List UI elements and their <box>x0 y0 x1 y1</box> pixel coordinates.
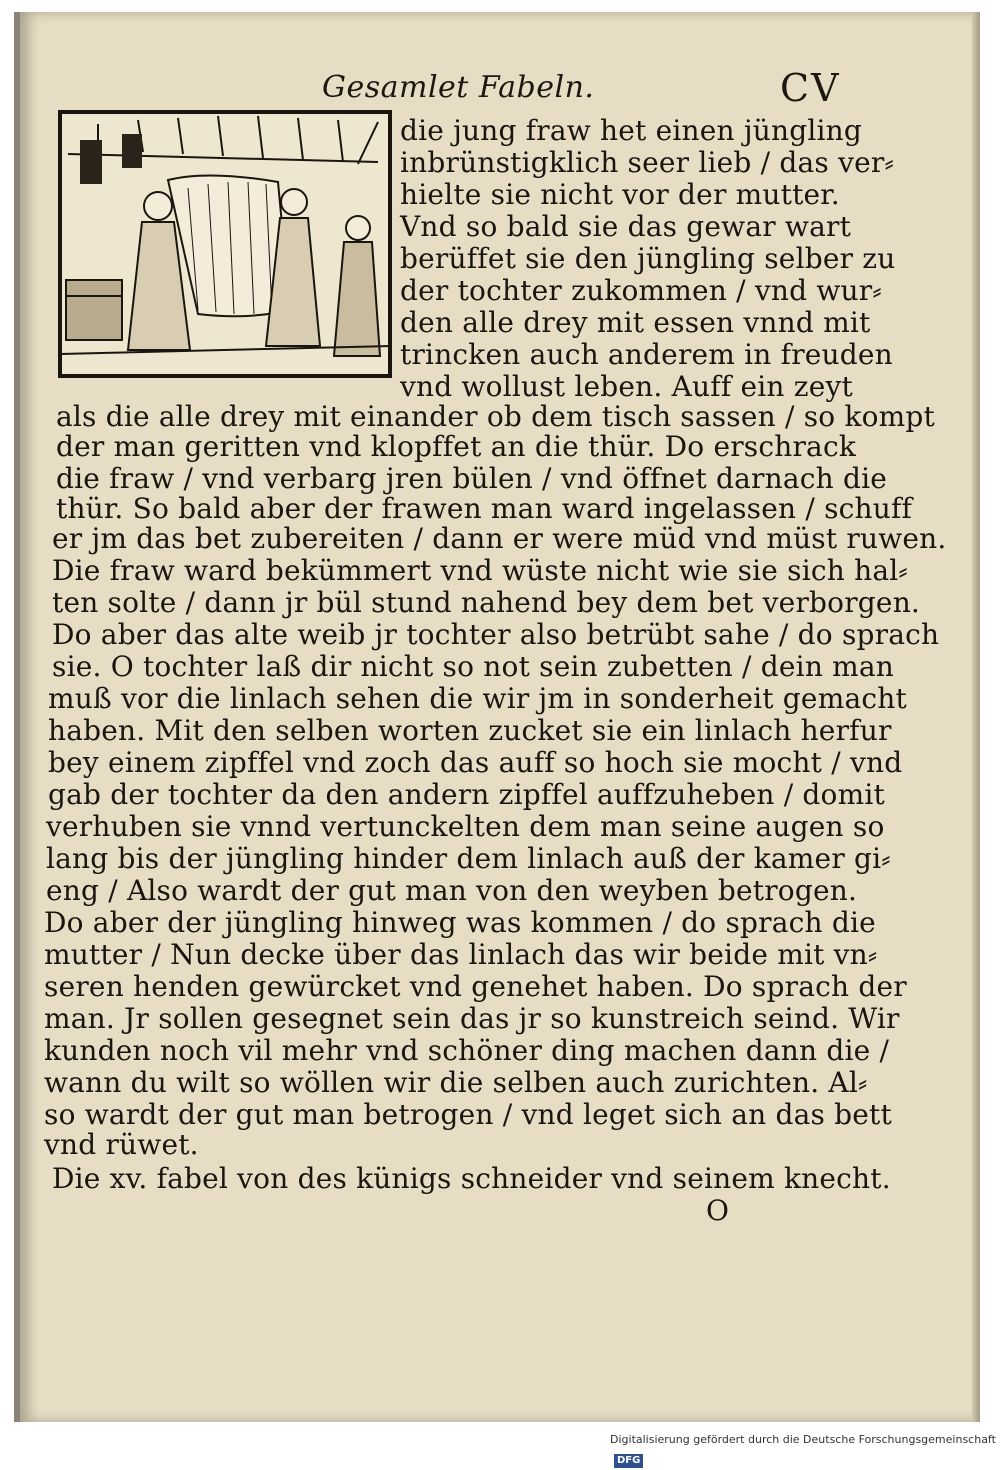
running-head: Gesamlet Fabeln. <box>322 70 595 105</box>
text-line: vnd rüwet. <box>44 1128 199 1161</box>
text-line: thür. So bald aber der frawen man ward ingelassen / schuff <box>56 492 913 525</box>
digitization-footer <box>610 1430 1000 1466</box>
text-line: hielte sie nicht vor der mutter. <box>400 178 840 211</box>
text-line: haben. Mit den selben worten zucket sie ein linlach herfur <box>48 714 892 747</box>
text-line: seren henden gewürcket vnd genehet haben. Do sprach der <box>44 970 907 1003</box>
text-line: kunden noch vil mehr vnd schöner ding machen dann die / <box>44 1034 890 1067</box>
text-line: sie. O tochter laß dir nicht so not sein zubetten / dein man <box>52 650 895 683</box>
folio-number: CV <box>780 66 841 110</box>
page-edge <box>972 12 980 1422</box>
text-line: so wardt der gut man betrogen / vnd leget sich an das bett <box>44 1098 892 1131</box>
text-line: er jm das bet zubereiten / dann er were müd vnd müst ruwen. <box>52 522 947 555</box>
text-line: Vnd so bald sie das gewar wart <box>400 210 852 243</box>
text-line: Do aber der jüngling hinweg was kommen / do sprach die <box>44 906 876 939</box>
section-heading: Die xv. fabel von des künigs schneider vnd seinem knecht. <box>52 1162 891 1195</box>
text-line: die jung fraw het einen jüngling <box>400 114 862 147</box>
footer-text: Digitalisierung gefördert durch die Deutsche Forschungsgemeinschaft <box>610 1433 996 1446</box>
text-line: der man geritten vnd klopffet an die thür. Do erschrack <box>56 430 857 463</box>
text-line: gab der tochter da den andern zipffel auffzuheben / domit <box>48 778 885 811</box>
text-line: Do aber das alte weib jr tochter also betrübt sahe / do sprach <box>52 618 940 651</box>
text-line: verhuben sie vnnd vertunckelten dem man seine augen so <box>46 810 885 843</box>
text-line: lang bis der jüngling hinder dem linlach auß der kamer gi⸗ <box>46 842 891 875</box>
text-line: eng / Also wardt der gut man von den weyben betrogen. <box>46 874 858 907</box>
text-line: vnd wollust leben. Auff ein zeyt <box>400 370 853 403</box>
text-line: Die fraw ward bekümmert vnd wüste nicht wie sie sich hal⸗ <box>52 554 908 587</box>
text-line: mutter / Nun decke über das linlach das wir beide mit vn⸗ <box>44 938 878 971</box>
text-line: der tochter zukommen / vnd wur⸗ <box>400 274 882 307</box>
text-line: den alle drey mit essen vnnd mit <box>400 306 871 339</box>
text-line: wann du wilt so wöllen wir die selben auch zurichten. Al⸗ <box>44 1066 868 1099</box>
text-line: als die alle drey mit einander ob dem tisch sassen / so kompt <box>56 400 935 433</box>
catchword: O <box>706 1194 729 1227</box>
text-line: inbrünstigklich seer lieb / das ver⸗ <box>400 146 894 179</box>
dfg-logo-icon: DFG <box>614 1454 643 1468</box>
woodcut-illustration <box>58 110 392 378</box>
text-line: die fraw / vnd verbarg jren bülen / vnd öffnet darnach die <box>56 462 887 495</box>
text-line: trincken auch anderem in freuden <box>400 338 893 371</box>
text-line: muß vor die linlach sehen die wir jm in sonderheit gemacht <box>48 682 907 715</box>
text-line: bey einem zipffel vnd zoch das auff so hoch sie mocht / vnd <box>48 746 903 779</box>
text-line: man. Jr sollen gesegnet sein das jr so kunstreich seind. Wir <box>44 1002 900 1035</box>
text-line: ten solte / dann jr bül stund nahend bey dem bet verborgen. <box>52 586 921 619</box>
text-line: berüffet sie den jüngling selber zu <box>400 242 896 275</box>
